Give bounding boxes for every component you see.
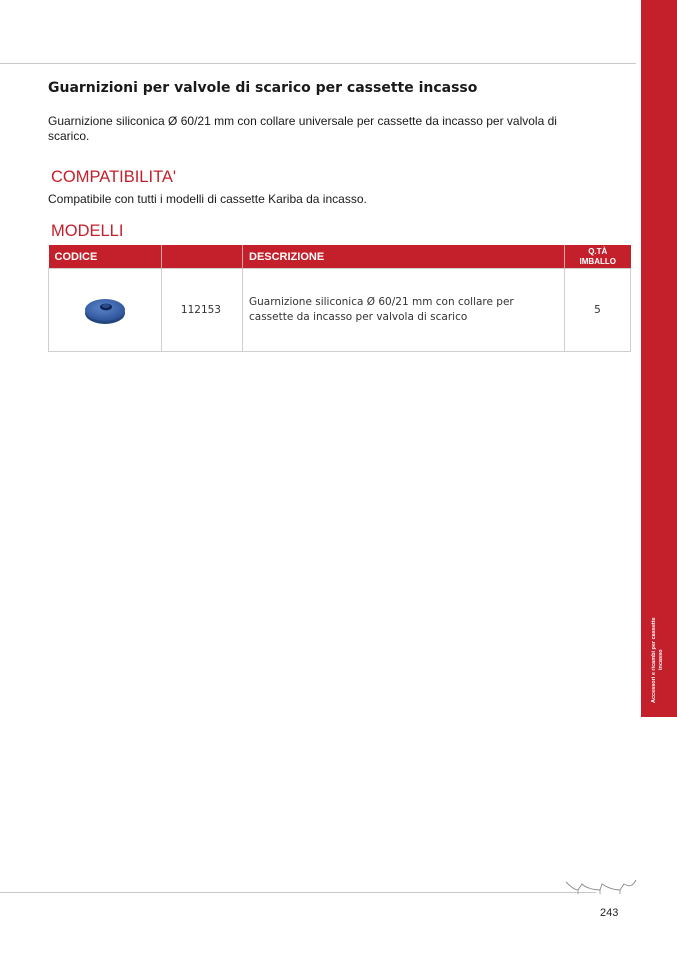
product-description: Guarnizione siliconica Ø 60/21 mm con collare per cassette da incasso per valvola di scarico	[243, 269, 565, 352]
col-header-qty-line2: IMBALLO	[579, 256, 616, 266]
models-table	[48, 245, 631, 352]
page-title: Guarnizioni per valvole di scarico per cassette incasso	[48, 80, 478, 96]
product-code: 112153	[162, 269, 243, 352]
product-qty: 5	[565, 269, 631, 352]
side-tab-label-wrap	[642, 610, 676, 710]
side-tab-label: Accessori e ricambi per cassette incasso	[651, 617, 664, 703]
top-divider	[0, 63, 636, 64]
product-image-cell	[49, 269, 162, 352]
table-header-row	[49, 245, 631, 269]
page-number: 243	[600, 907, 619, 919]
col-header-qty	[565, 245, 631, 269]
col-header-blank	[162, 245, 243, 269]
gasket-image	[75, 290, 135, 330]
models-heading: MODELLI	[51, 222, 124, 240]
compat-heading: COMPATIBILITA'	[51, 168, 177, 186]
bottom-divider	[0, 892, 596, 893]
col-header-desc: DESCRIZIONE	[243, 245, 565, 269]
intro-text: Guarnizione siliconica Ø 60/21 mm con collare universale per cassette da incasso per valvola di scarico.	[48, 114, 557, 143]
compat-text: Compatibile con tutti i modelli di cassette Kariba da incasso.	[48, 192, 367, 206]
col-header-code: CODICE	[49, 245, 162, 269]
table-row	[49, 269, 631, 352]
col-header-qty-line1: Q.TÀ	[588, 246, 608, 256]
decorative-wave-icon	[564, 876, 638, 896]
